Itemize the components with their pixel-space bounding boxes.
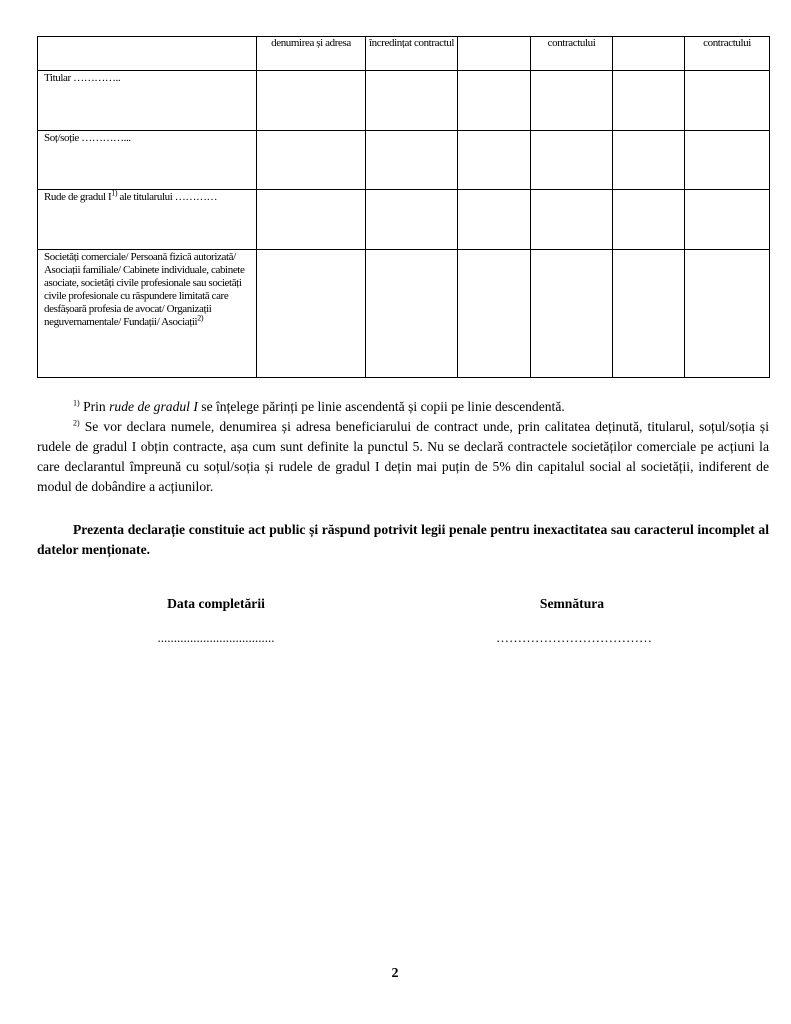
table-cell[interactable] bbox=[257, 131, 366, 190]
table-cell[interactable] bbox=[257, 250, 366, 378]
footnote-text: Se vor declara numele, denumirea și adresa beneficiarului de contract unde, prin calitatea deținută, titularul, soțul/soția și rudele de gradul I obțin contracte, așa cum sunt definite la punctul 5. Nu se declară contractele societăților comerciale pe acțiuni la care declarantul împreună cu soțul/soția și rudele de gradul I dețin mai puțin de 5% din capitalul social al societății, indiferent de modul de dobândire a acțiunilor. bbox=[37, 419, 769, 494]
signature-field[interactable]: ……………………………… bbox=[496, 630, 652, 645]
row-label-spouse bbox=[38, 131, 257, 190]
table-cell[interactable] bbox=[613, 71, 685, 131]
table-cell[interactable] bbox=[531, 71, 613, 131]
table-cell[interactable] bbox=[257, 71, 366, 131]
table-cell[interactable] bbox=[366, 131, 458, 190]
date-label: Data completării bbox=[167, 596, 265, 611]
table-cell[interactable] bbox=[458, 71, 531, 131]
row-label-text: Titular ………….. bbox=[44, 72, 121, 84]
table-row bbox=[38, 71, 770, 131]
table-cell[interactable] bbox=[257, 190, 366, 250]
footnote-marker: 2) bbox=[73, 418, 80, 428]
table-cell[interactable] bbox=[531, 250, 613, 378]
row-label-text: Soț/soție …………... bbox=[44, 132, 131, 144]
legal-statement: Prezenta declarație constituie act public și răspund potrivit legii penale pentru inexactitatea sau caracterul incomplet al datelor menționate. bbox=[37, 522, 769, 557]
table-cell[interactable] bbox=[458, 131, 531, 190]
header-cell bbox=[38, 37, 257, 71]
table-cell[interactable] bbox=[685, 71, 770, 131]
footnote-ref: 2) bbox=[197, 313, 204, 323]
footnote-1 bbox=[37, 397, 769, 417]
header-cell bbox=[613, 37, 685, 71]
row-label-text: Societăți comerciale/ Persoană fizică autorizată/ Asociații familiale/ Cabinete individuale, cabinete asociate, societăți civile profesionale sau societăți civile profesionale cu răspundere limitată care desfășoară profesia de avocat/ Organizații neguvernamentale/ Fundații/ Asociații bbox=[44, 251, 245, 328]
footnote-marker: 1) bbox=[73, 398, 80, 408]
date-field[interactable]: .................................... bbox=[157, 630, 275, 645]
footnote-text: Prin bbox=[79, 399, 110, 414]
table-row bbox=[38, 131, 770, 190]
table-cell[interactable] bbox=[685, 250, 770, 378]
table-header-row bbox=[38, 37, 770, 71]
table-cell[interactable] bbox=[458, 250, 531, 378]
footnote-text: se înțelege părinți pe linie ascendentă și copii pe linie descendentă. bbox=[197, 399, 565, 414]
row-label-relatives bbox=[38, 190, 257, 250]
header-cell bbox=[458, 37, 531, 71]
table-cell[interactable] bbox=[366, 71, 458, 131]
table-row bbox=[38, 250, 770, 378]
page-number: 2 bbox=[391, 966, 399, 981]
header-cell: contractului bbox=[531, 37, 613, 71]
row-label-text-after: ale titularului ………… bbox=[117, 191, 218, 203]
table-row bbox=[38, 190, 770, 250]
footnote-ref: 1) bbox=[111, 188, 118, 198]
row-label-text: Rude de gradul I bbox=[44, 191, 112, 203]
table-cell[interactable] bbox=[685, 190, 770, 250]
table-cell[interactable] bbox=[531, 190, 613, 250]
table-cell[interactable] bbox=[366, 190, 458, 250]
table-cell[interactable] bbox=[613, 190, 685, 250]
signature-label: Semnătura bbox=[539, 596, 605, 611]
table-cell[interactable] bbox=[685, 131, 770, 190]
header-cell: denumirea și adresa bbox=[257, 37, 366, 71]
contracts-table bbox=[37, 36, 770, 378]
footnote-2 bbox=[37, 417, 769, 497]
table-cell[interactable] bbox=[613, 250, 685, 378]
table-cell[interactable] bbox=[366, 250, 458, 378]
table-cell[interactable] bbox=[613, 131, 685, 190]
table-cell[interactable] bbox=[458, 190, 531, 250]
table-cell[interactable] bbox=[531, 131, 613, 190]
header-cell: contractului bbox=[685, 37, 770, 71]
header-cell: încredințat contractul bbox=[366, 37, 458, 71]
row-label-titular bbox=[38, 71, 257, 131]
row-label-companies bbox=[38, 250, 257, 378]
footnotes bbox=[37, 397, 769, 497]
footnote-term: rude de gradul I bbox=[109, 399, 198, 414]
